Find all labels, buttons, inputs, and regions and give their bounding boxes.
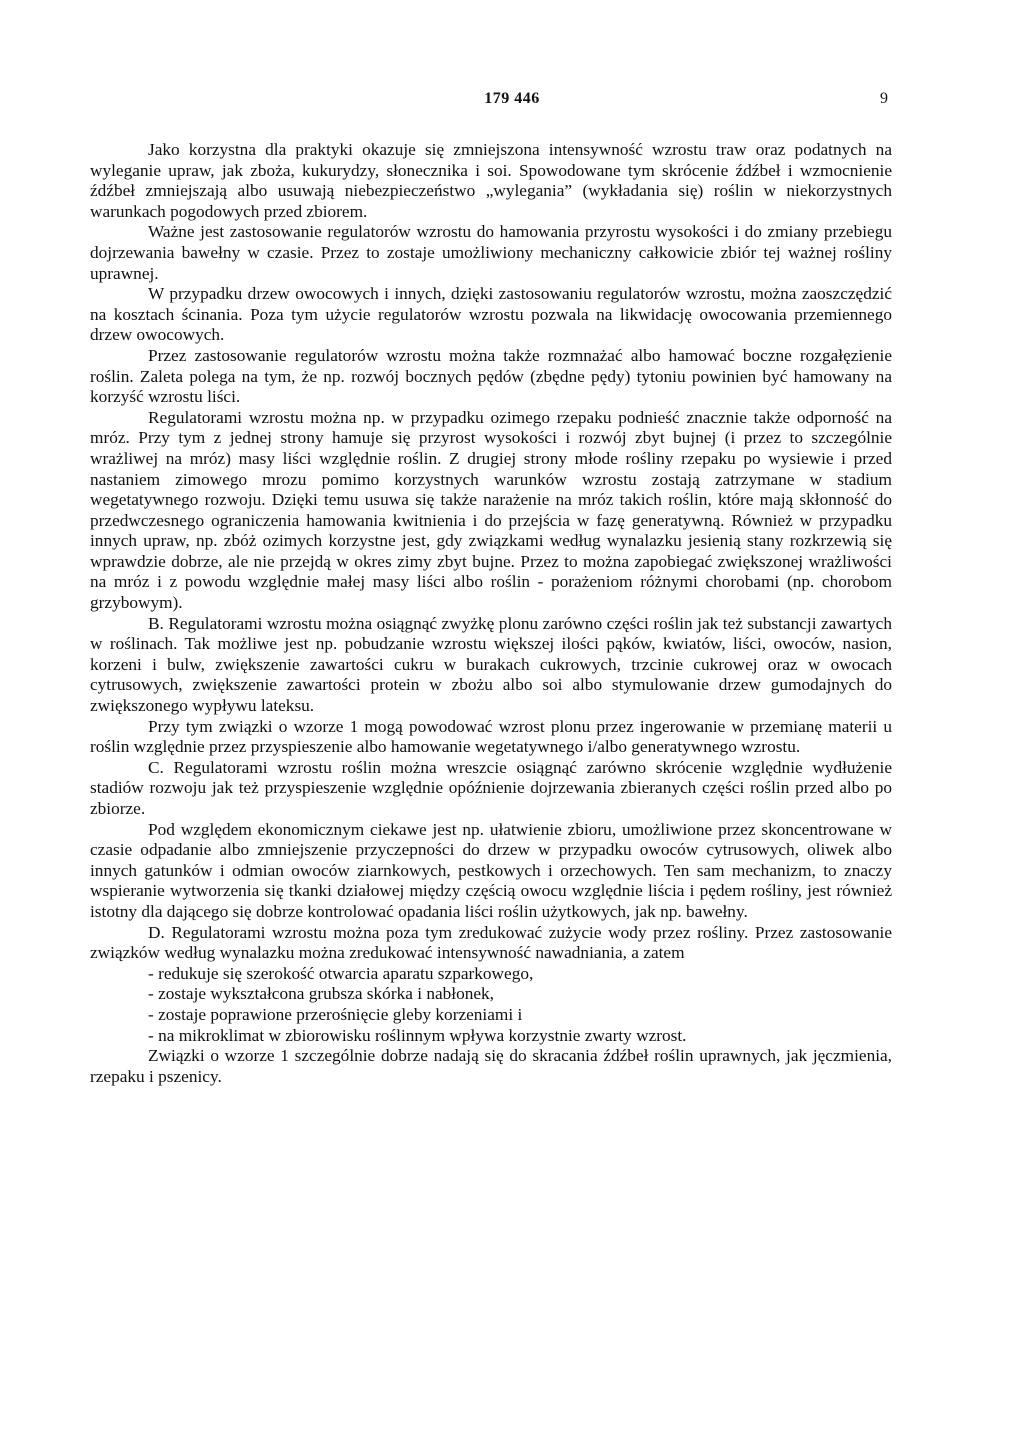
paragraph: W przypadku drzew owocowych i innych, dzięki zastosowaniu regulatorów wzrostu, można zaoszczędzić na kosztach ścinania. Poza tym użycie regulatorów wzrostu pozwala na likwidację owocowania przemiennego drzew owocowych. — [90, 284, 892, 345]
list-item: - zostaje wykształcona grubsza skórka i nabłonek, — [148, 984, 494, 1004]
paragraph: Pod względem ekonomicznym ciekawe jest np. ułatwienie zbioru, umożliwione przez skoncentrowane w czasie odpadanie albo zmniejszenie przyczepności do drzew w przypadku owoców cytrusowych, oliwek albo innych gatunków i odmian owoców ziarnkowych, pestkowych i orzechowych. Ten sam mechanizm, to znaczy wspieranie wytworzenia się tkanki działowej między częścią owocu względnie liścia i pędem rośliny, jest również istotny dla dającego się dobrze kontrolować opadania liści roślin użytkowych, jak np. bawełny. — [90, 819, 892, 921]
paragraph-section-b: B. Regulatorami wzrostu można osiągnąć zwyżkę plonu zarówno części roślin jak też substancji zawartych w roślinach. Tak możliwe jest np. pobudzanie wzrostu większej ilości pąków, kwiatów, liści, owoców, nasion, korzeni i bulw, zwiększenie zawartości cukru w burakach cukrowych, trzcinie cukrowej oraz w owocach cytrusowych, zwiększenie zawartości protein w zbożu albo soi albo stymulowanie drzew gumodajnych do zwiększonego wypływu lateksu. — [90, 613, 892, 716]
paragraph: Jako korzystna dla praktyki okazuje się zmniejszona intensywność wzrostu traw oraz podatnych na wyleganie upraw, jak zboża, kukurydzy, słonecznika i soi. Spowodowane tym skrócenie źdźbeł i wzmocnienie źdźbeł zmniejszają albo usuwają niebezpieczeństwo „wylegania” (wykładania się) roślin w niekorzystnych warunkach pogodowych przed zbiorem. — [90, 140, 892, 221]
paragraph-section-d: D. Regulatorami wzrostu można poza tym zredukować zużycie wody przez rośliny. Przez zastosowanie związków według wynalazku można zredukować intensywność nawadniania, a zatem — [90, 922, 892, 963]
list-item: - redukuje się szerokość otwarcia aparatu szparkowego, — [148, 963, 534, 983]
paragraph-final: Związki o wzorze 1 szczególnie dobrze nadają się do skracania źdźbeł roślin uprawnych, jak jęczmienia, rzepaku i pszenicy. — [90, 1046, 892, 1086]
paragraph: Regulatorami wzrostu można np. w przypadku ozimego rzepaku podnieść znacznie także odporność na mróz. Przy tym z jednej strony hamuje się przyrost wysokości i rozwój zbyt bujnej (i przez to szczególnie wrażliwej na mróz) masy liści względnie roślin. Z drugiej strony młode rośliny rzepaku po wysiewie i przed nastaniem zimowego mrozu pomimo korzystnych warunków wzrostu zostają zatrzymane w stadium wegetatywnego rozwoju. Dzięki temu usuwa się także narażenie na mróz takich roślin, które mają skłonność do przedwczesnego ograniczenia hamowania kwitnienia i do przejścia w fazę generatywną. Również w przypadku innych upraw, np. zbóż ozimych korzystne jest, gdy związkami według wynalazku jesienią stany rozkrzewią się wprawdzie dobrze, ale nie przejdą w okres zimy zbyt bujne. Przez to można zapobiegać zwiększonej wrażliwości na mróz i z powodu względnie małej masy liści albo roślin - porażeniom różnymi chorobami (np. chorobom grzybowym). — [90, 407, 892, 613]
paragraph: Przez zastosowanie regulatorów wzrostu można także rozmnażać albo hamować boczne rozgałęzienie roślin. Zaleta polega na tym, że np. rozwój bocznych pędów (zbędne pędy) tytoniu powinien być hamowany na korzyść wzrostu liści. — [90, 345, 892, 407]
page-number: 9 — [880, 90, 888, 107]
page-header — [0, 90, 1024, 114]
effects-list — [90, 964, 892, 1046]
body-text — [90, 140, 892, 1087]
list-item: - zostaje poprawione przerośnięcie gleby korzeniami i — [148, 1004, 523, 1024]
paragraph: Przy tym związki o wzorze 1 mogą powodować wzrost plonu przez ingerowanie w przemianę materii u roślin względnie przez przyspieszenie albo hamowanie wegetatywnego i/albo generatywnego wzrostu. — [90, 716, 892, 757]
list-item: - na mikroklimat w zbiorowisku roślinnym wpływa korzystnie zwarty wzrost. — [148, 1025, 687, 1045]
paragraph-section-c: C. Regulatorami wzrostu roślin można wreszcie osiągnąć zarówno skrócenie względnie wydłużenie stadiów rozwoju jak też przyspieszenie względnie opóźnienie dojrzewania zbieranych części roślin przed albo po zbiorze. — [90, 757, 892, 818]
paragraph: Ważne jest zastosowanie regulatorów wzrostu do hamowania przyrostu wysokości i do zmiany przebiegu dojrzewania bawełny w czasie. Przez to zostaje umożliwiony mechaniczny całkowicie zbiór tej ważnej rośliny uprawnej. — [90, 222, 892, 283]
document-number: 179 446 — [484, 90, 540, 107]
